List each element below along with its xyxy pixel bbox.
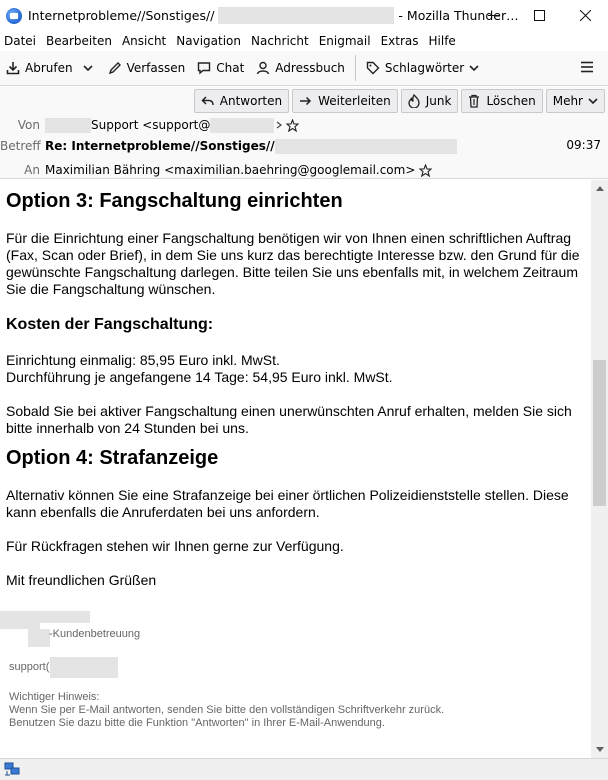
delete-button[interactable] bbox=[461, 89, 542, 113]
minimize-icon bbox=[488, 10, 499, 21]
window-title-suffix: - Mozilla Thunder… bbox=[398, 8, 519, 23]
fetch-dropdown-button[interactable] bbox=[79, 54, 102, 82]
option4-text: Alternativ können Sie eine Strafanzeige bei einer örtlichen Polizeidienststelle stellen. Diese kann ebenfalls die Anruferdaten bei uns anfordern. bbox=[6, 487, 569, 520]
pencil-icon bbox=[108, 61, 122, 75]
message-body bbox=[0, 180, 591, 758]
message-scrollbar[interactable] bbox=[591, 180, 608, 758]
menu-hilfe[interactable]: Hilfe bbox=[428, 34, 456, 48]
costs-heading: Kosten der Fangschaltung: bbox=[6, 316, 214, 333]
main-toolbar bbox=[0, 51, 608, 86]
close-button[interactable] bbox=[562, 0, 608, 31]
tag-icon bbox=[366, 61, 380, 75]
fetch-label: Abrufen bbox=[25, 61, 73, 75]
status-bar bbox=[0, 758, 608, 780]
option3-text: Für die Einrichtung einer Fangschaltung benötigen wir von Ihnen einen schriftlichen Auftrag (Fax, Scan oder Brief), in dem Sie uns kurz das berechtigte Interesse bzw. den Grund für die gewünschte Fangschaltung darlegen. Bitte teilen Sie uns ebenfalls mit, in welchem Zeitraum Sie die Fangschaltung wünschen. bbox=[6, 230, 580, 297]
menu-extras[interactable]: Extras bbox=[380, 34, 419, 48]
menu-bar bbox=[0, 31, 608, 51]
from-value[interactable]: Support <support@ bbox=[91, 118, 211, 132]
maximize-button[interactable] bbox=[516, 0, 562, 31]
junk-label: Junk bbox=[425, 94, 452, 108]
trash-icon bbox=[468, 94, 480, 108]
forward-button[interactable] bbox=[292, 89, 398, 113]
redacted-block bbox=[210, 118, 274, 133]
menu-bearbeiten[interactable]: Bearbeiten bbox=[46, 34, 112, 48]
contacts-icon bbox=[256, 61, 270, 75]
message-time: 09:37 bbox=[566, 138, 601, 152]
window-title bbox=[28, 7, 519, 24]
junk-button[interactable] bbox=[401, 89, 459, 113]
redacted-block bbox=[218, 7, 394, 24]
important-notice bbox=[6, 691, 581, 730]
to-label: An bbox=[24, 163, 40, 177]
chevron-up-icon bbox=[596, 186, 604, 191]
signature-email bbox=[6, 647, 581, 687]
chevron-down-icon bbox=[83, 64, 93, 72]
to-value[interactable]: Maximilian Bähring <maximilian.baehring@googlemail.com> bbox=[45, 163, 416, 177]
download-icon bbox=[6, 61, 20, 75]
subject-value: Re: Internetprobleme//Sonstiges// bbox=[45, 139, 275, 153]
costs-note: Sobald Sie bei aktiver Fangschaltung einen unerwünschten Anruf erhalten, melden Sie sich bitte innerhalb von 24 Stunden bei uns. bbox=[6, 403, 572, 436]
hamburger-menu-icon bbox=[580, 60, 594, 74]
chevron-down-icon bbox=[469, 64, 479, 72]
redacted-block bbox=[28, 629, 50, 647]
notice-title: Wichtiger Hinweis: bbox=[9, 691, 100, 703]
signature-email-label: support( bbox=[9, 661, 50, 673]
thunderbird-logo-icon bbox=[6, 8, 22, 24]
menu-enigmail[interactable]: Enigmail bbox=[318, 34, 371, 48]
fetch-button[interactable] bbox=[0, 54, 79, 82]
redacted-block bbox=[0, 611, 40, 629]
forward-arrow-icon bbox=[299, 95, 312, 107]
more-label: Mehr bbox=[552, 94, 583, 108]
reply-button[interactable] bbox=[194, 89, 289, 113]
menu-ansicht[interactable]: Ansicht bbox=[121, 34, 167, 48]
star-icon[interactable] bbox=[419, 164, 432, 177]
minimize-button[interactable] bbox=[470, 0, 516, 31]
online-status-button[interactable] bbox=[4, 762, 20, 779]
scrollbar-thumb[interactable] bbox=[593, 360, 606, 506]
signature-team-label: -Kundenbetreuung bbox=[49, 628, 141, 640]
redacted-block bbox=[275, 139, 457, 154]
menu-navigation[interactable]: Navigation bbox=[176, 34, 241, 48]
subject-row bbox=[0, 137, 457, 155]
star-icon[interactable] bbox=[286, 119, 299, 132]
window-titlebar bbox=[0, 0, 608, 31]
chat-bubble-icon bbox=[197, 61, 211, 75]
notice-line-1: Wenn Sie per E-Mail antworten, senden Sie bitte den vollständigen Schriftverkehr zurück. bbox=[9, 704, 445, 716]
tags-button[interactable] bbox=[360, 54, 485, 82]
from-row bbox=[0, 116, 299, 134]
maximize-icon bbox=[534, 10, 545, 21]
questions-text: Für Rückfragen stehen wir Ihnen gerne zur Verfügung. bbox=[6, 538, 344, 554]
app-menu-button[interactable] bbox=[580, 60, 594, 77]
window-title-prefix: Internetprobleme//Sonstiges// bbox=[28, 8, 215, 23]
redacted-block bbox=[45, 118, 91, 133]
cost-execution: Durchführung je angefangene 14 Tage: 54,95 Euro inkl. MwSt. bbox=[6, 369, 393, 385]
menu-datei[interactable]: Datei bbox=[4, 34, 37, 48]
message-header bbox=[0, 87, 608, 179]
delete-label: Löschen bbox=[486, 94, 536, 108]
chat-label: Chat bbox=[216, 61, 245, 75]
addressbook-button[interactable] bbox=[250, 54, 351, 82]
network-status-icon bbox=[4, 762, 20, 776]
more-button[interactable] bbox=[546, 89, 605, 113]
flame-icon bbox=[408, 94, 420, 108]
to-row bbox=[0, 161, 432, 179]
addressbook-label: Adressbuch bbox=[275, 61, 345, 75]
compose-label: Verfassen bbox=[126, 61, 186, 75]
signature-team bbox=[6, 605, 581, 645]
redacted-block bbox=[40, 611, 90, 623]
from-label: Von bbox=[17, 118, 40, 132]
menu-nachricht[interactable]: Nachricht bbox=[251, 34, 309, 48]
tags-label: Schlagwörter bbox=[384, 61, 465, 75]
toolbar-separator bbox=[355, 55, 356, 81]
notice-line-2: Benutzen Sie dazu bitte die Funktion "Antworten" in Ihrer E-Mail-Anwendung. bbox=[9, 717, 385, 729]
scroll-down-button[interactable] bbox=[591, 741, 608, 758]
cost-setup: Einrichtung einmalig: 85,95 Euro inkl. MwSt. bbox=[6, 352, 280, 368]
chevron-right-icon bbox=[275, 121, 283, 129]
compose-button[interactable] bbox=[102, 54, 192, 82]
chevron-down-icon bbox=[596, 747, 604, 752]
chat-button[interactable] bbox=[191, 54, 250, 82]
option3-heading: Option 3: Fangschaltung einrichten bbox=[6, 190, 343, 212]
closing-text: Mit freundlichen Grüßen bbox=[6, 572, 157, 588]
subject-label: Betreff bbox=[0, 139, 41, 153]
forward-label: Weiterleiten bbox=[318, 94, 391, 108]
option4-heading: Option 4: Strafanzeige bbox=[6, 447, 219, 469]
reply-arrow-icon bbox=[201, 95, 214, 107]
chevron-down-icon bbox=[588, 97, 598, 105]
close-icon bbox=[580, 10, 591, 21]
reply-label: Antworten bbox=[219, 94, 283, 108]
scroll-up-button[interactable] bbox=[591, 180, 608, 197]
redacted-block bbox=[50, 657, 118, 678]
